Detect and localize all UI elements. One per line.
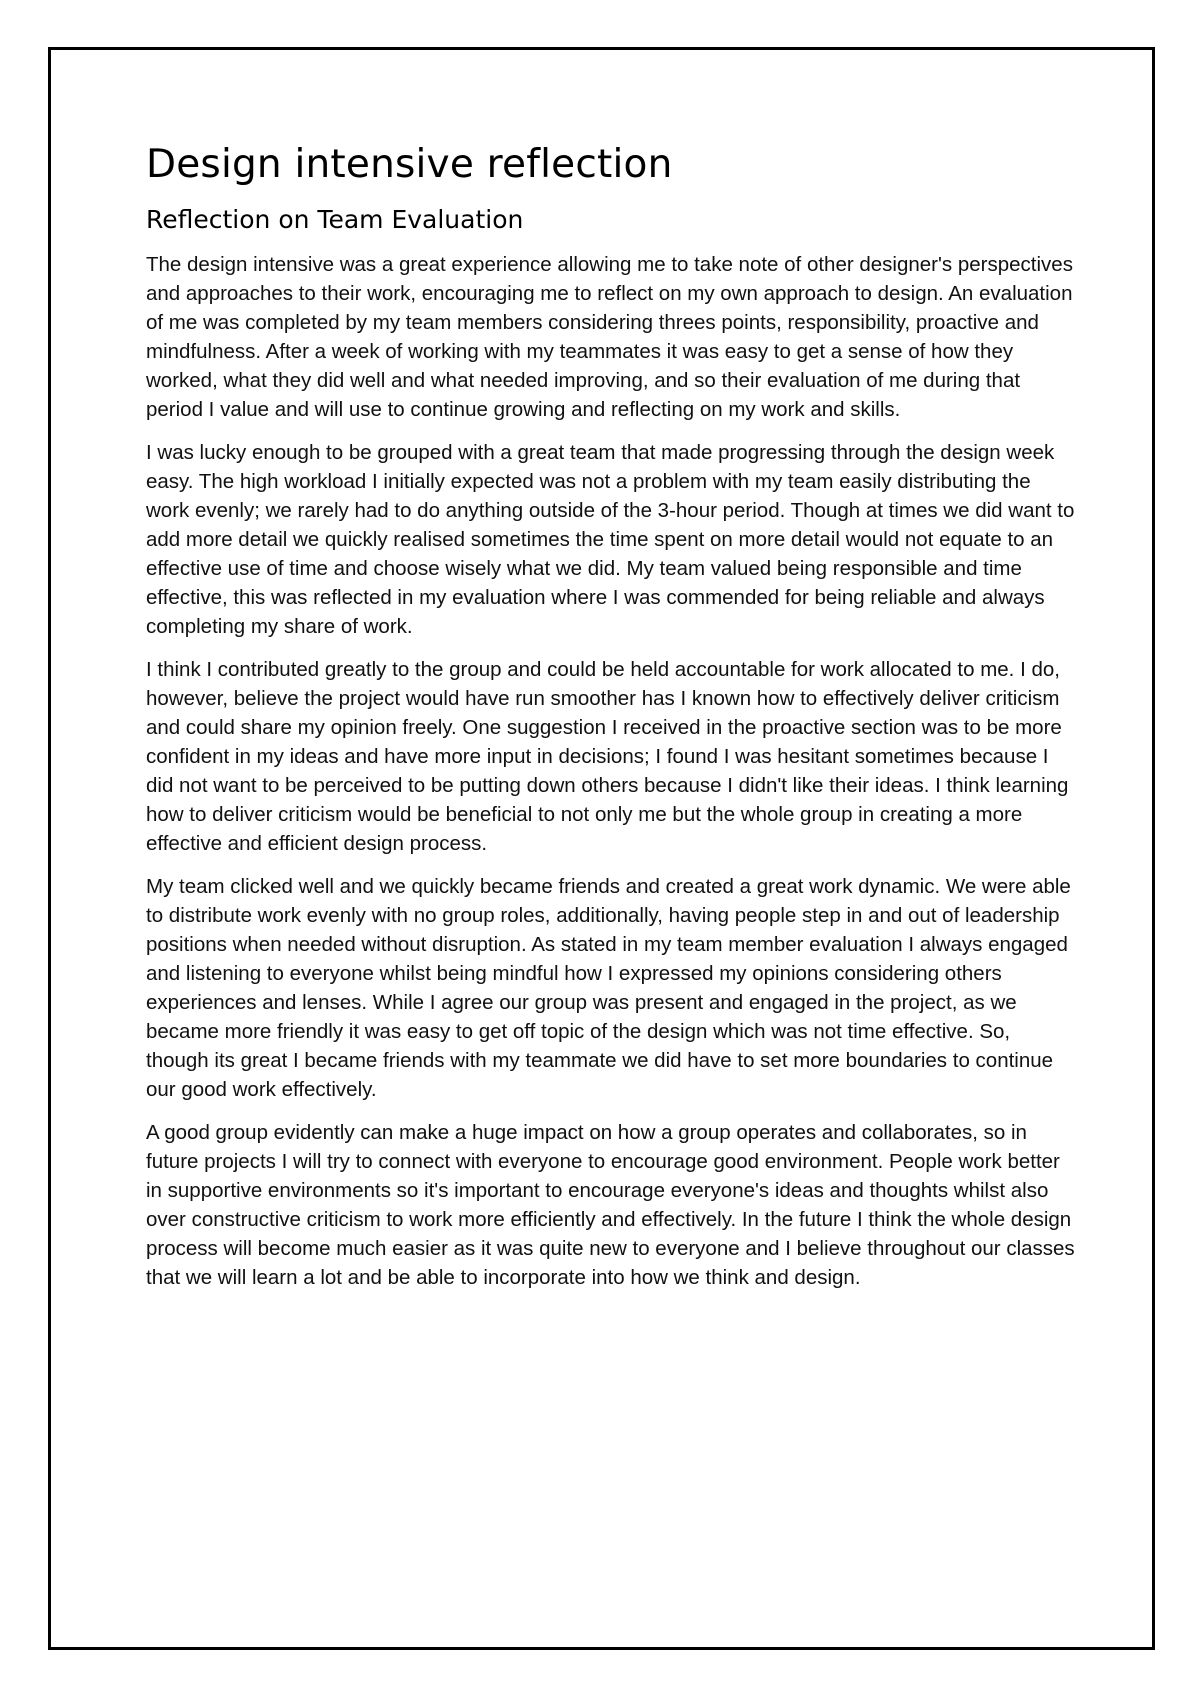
paragraph-2: I was lucky enough to be grouped with a great team that made progressing through the design week easy. The high workload I initially expected was not a problem with my team easily distributing the work evenly; we rarely had to do anything outside of the 3-hour period. Though at times we did want to add more detail we quickly realised sometimes the time spent on more detail would not equate to an effective use of time and choose wisely what we did. My team valued being responsible and time effective, this was reflected in my evaluation where I was commended for being reliable and always completing my share of work. [146, 441, 1075, 638]
paragraph-4: My team clicked well and we quickly became friends and created a great work dynamic. We were able to distribute work evenly with no group roles, additionally, having people step in and out of leadership positions when needed without disruption. As stated in my team member evaluation I always engaged and listening to everyone whilst being mindful how I expressed my opinions considering others experiences and lenses. While I agree our group was present and engaged in the project, as we became more friendly it was easy to get off topic of the design which was not time effective. So, though its great I became friends with my teammate we did have to set more boundaries to continue our good work effectively. [146, 875, 1071, 1101]
paragraph-5: A good group evidently can make a huge impact on how a group operates and collaborates, so in future projects I will try to connect with everyone to encourage good environment. People work better in supportive environments so it's important to encourage everyone's ideas and thoughts whilst also over constructive criticism to work more efficiently and effectively. In the future I think the whole design process will become much easier as it was quite new to everyone and I believe throughout our classes that we will learn a lot and be able to incorporate into how we think and design. [146, 1121, 1075, 1289]
paragraph-1: The design intensive was a great experience allowing me to take note of other designer's perspectives and approaches to their work, encouraging me to reflect on my own approach to design. An evaluation of me was completed by my team members considering threes points, responsibility, proactive and mindfulness. After a week of working with my teammates it was easy to get a sense of how they worked, what they did well and what needed improving, and so their evaluation of me during that period I value and will use to continue growing and reflecting on my work and skills. [146, 253, 1073, 421]
document-body [146, 140, 1076, 1306]
document-subtitle: Reflection on Team Evaluation [146, 205, 524, 234]
paragraph-3: I think I contributed greatly to the group and could be held accountable for work allocated to me. I do, however, believe the project would have run smoother has I known how to effectively deliver criticism and could share my opinion freely. One suggestion I received in the proactive section was to be more confident in my ideas and have more input in decisions; I found I was hesitant sometimes because I did not want to be perceived to be putting down others because I didn't like their ideas. I think learning how to deliver criticism would be beneficial to not only me but the whole group in creating a more effective and efficient design process. [146, 658, 1069, 855]
document-title: Design intensive reflection [146, 142, 673, 187]
